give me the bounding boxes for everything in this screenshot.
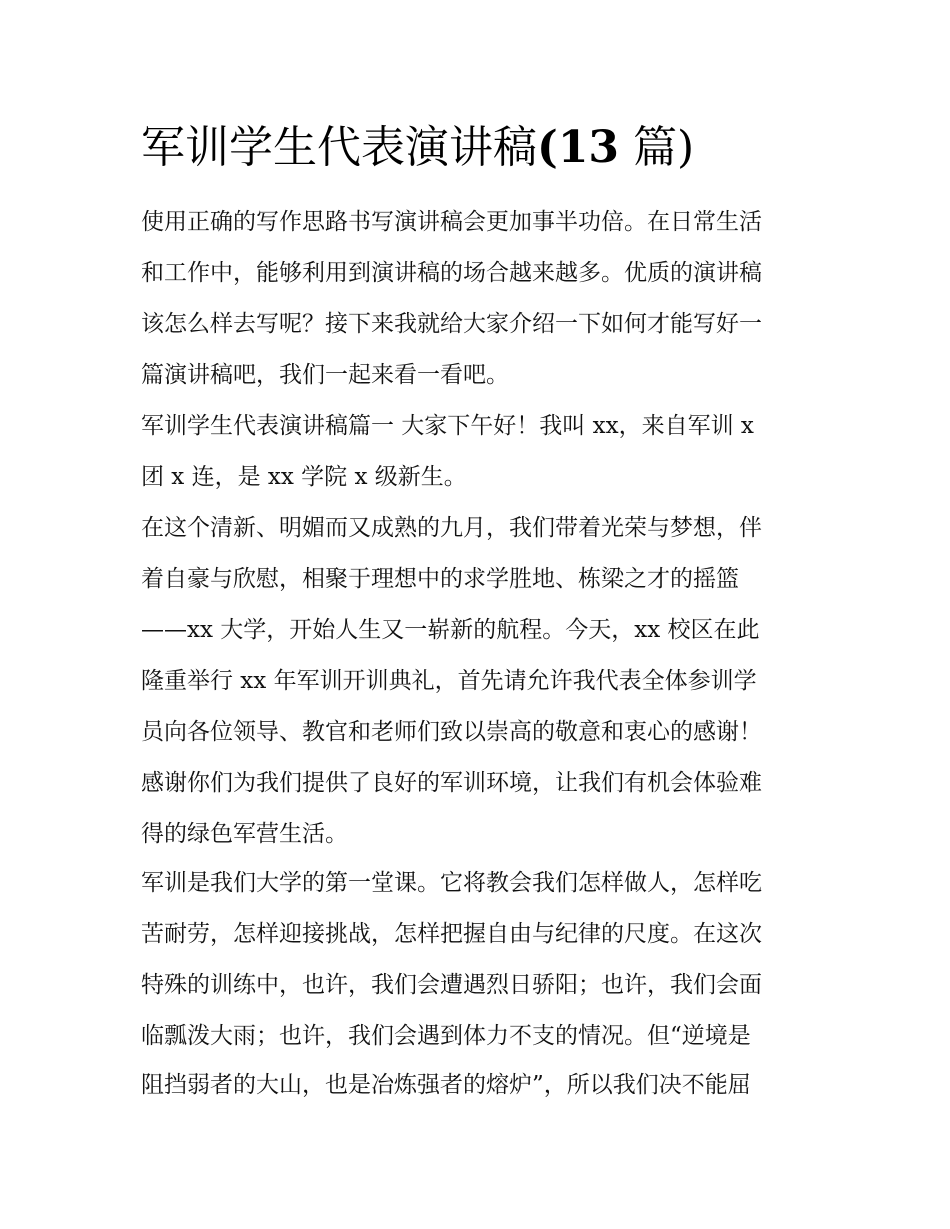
paragraph-line: 使用正确的写作思路书写演讲稿会更加事半功倍。在日常生活 bbox=[141, 209, 762, 235]
paragraph-line: 着自豪与欣慰，相聚于理想中的求学胜地、栋梁之才的摇篮 bbox=[141, 566, 739, 592]
paragraph-line: 团 x 连，是 xx 学院 x 级新生。 bbox=[141, 464, 467, 490]
paragraph-line: 特殊的训练中，也许，我们会遭遇烈日骄阳；也许，我们会面 bbox=[141, 972, 762, 998]
paragraph-line: ——xx 大学，开始人生又一崭新的航程。今天，xx 校区在此 bbox=[141, 617, 760, 643]
paragraph-line: 该怎么样去写呢？接下来我就给大家介绍一下如何才能写好一 bbox=[141, 311, 762, 337]
paragraph-line: 军训是我们大学的第一堂课。它将教会我们怎样做人，怎样吃 bbox=[141, 870, 762, 896]
title-suffix: 篇) bbox=[633, 122, 695, 173]
document-title bbox=[141, 118, 694, 178]
paragraph-line: 军训学生代表演讲稿篇一 大家下午好！我叫 xx，来自军训 x bbox=[141, 413, 754, 439]
paragraph-line: 临瓢泼大雨；也许，我们会遇到体力不支的情况。但“逆境是 bbox=[141, 1023, 751, 1049]
title-text: 军训学生代表演讲稿 bbox=[141, 122, 537, 173]
paragraph-line: 隆重举行 xx 年军训开训典礼，首先请允许我代表全体参训学 bbox=[141, 668, 757, 694]
paragraph-line: 和工作中，能够利用到演讲稿的场合越来越多。优质的演讲稿 bbox=[141, 260, 762, 286]
paragraph-line: 感谢你们为我们提供了良好的军训环境，让我们有机会体验难 bbox=[141, 770, 762, 796]
paragraph-line: 得的绿色军营生活。 bbox=[141, 821, 348, 847]
paragraph-line: 员向各位领导、教官和老师们致以崇高的敬意和衷心的感谢！ bbox=[141, 719, 762, 745]
paragraph-line: 在这个清新、明媚而又成熟的九月，我们带着光荣与梦想，伴 bbox=[141, 515, 762, 541]
paragraph-line: 阻挡弱者的大山，也是冶炼强者的熔炉”，所以我们决不能屈 bbox=[141, 1072, 751, 1098]
title-count: (13 bbox=[537, 122, 620, 173]
paragraph-line: 苦耐劳，怎样迎接挑战，怎样把握自由与纪律的尺度。在这次 bbox=[141, 921, 762, 947]
paragraph-line: 篇演讲稿吧，我们一起来看一看吧。 bbox=[141, 362, 509, 388]
